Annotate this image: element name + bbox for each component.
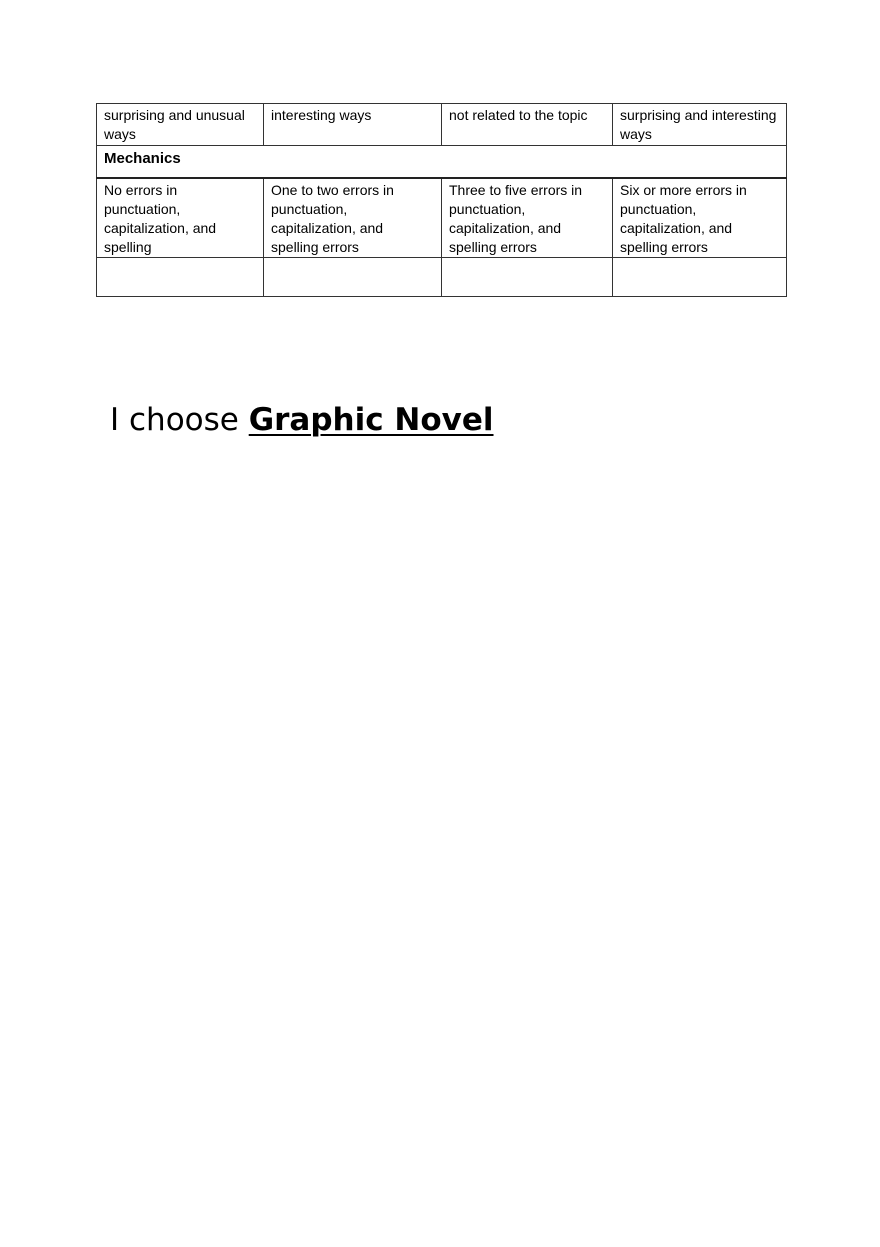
table-cell: interesting ways: [264, 104, 442, 146]
choice-selection: Graphic Novel: [248, 402, 494, 438]
section-heading-mechanics: Mechanics: [97, 146, 787, 179]
table-cell: Six or more errors in punctuation, capitalization, and spelling errors: [613, 178, 787, 258]
table-cell: Three to five errors in punctuation, capitalization, and spelling errors: [442, 178, 613, 258]
table-cell: surprising and interesting ways: [613, 104, 787, 146]
table-section-row: [97, 146, 787, 179]
choice-prefix: I choose: [110, 402, 239, 438]
empty-cell: [97, 258, 264, 297]
table-cell: surprising and unusual ways: [97, 104, 264, 146]
table-cell: No errors in punctuation, capitalization, and spelling: [97, 178, 264, 258]
choice-statement: [110, 400, 494, 440]
rubric-table: [96, 103, 787, 297]
table-row: [97, 104, 787, 146]
empty-cell: [264, 258, 442, 297]
table-row: [97, 178, 787, 258]
empty-cell: [442, 258, 613, 297]
table-cell: One to two errors in punctuation, capitalization, and spelling errors: [264, 178, 442, 258]
empty-cell: [613, 258, 787, 297]
table-cell: not related to the topic: [442, 104, 613, 146]
table-row-empty: [97, 258, 787, 297]
